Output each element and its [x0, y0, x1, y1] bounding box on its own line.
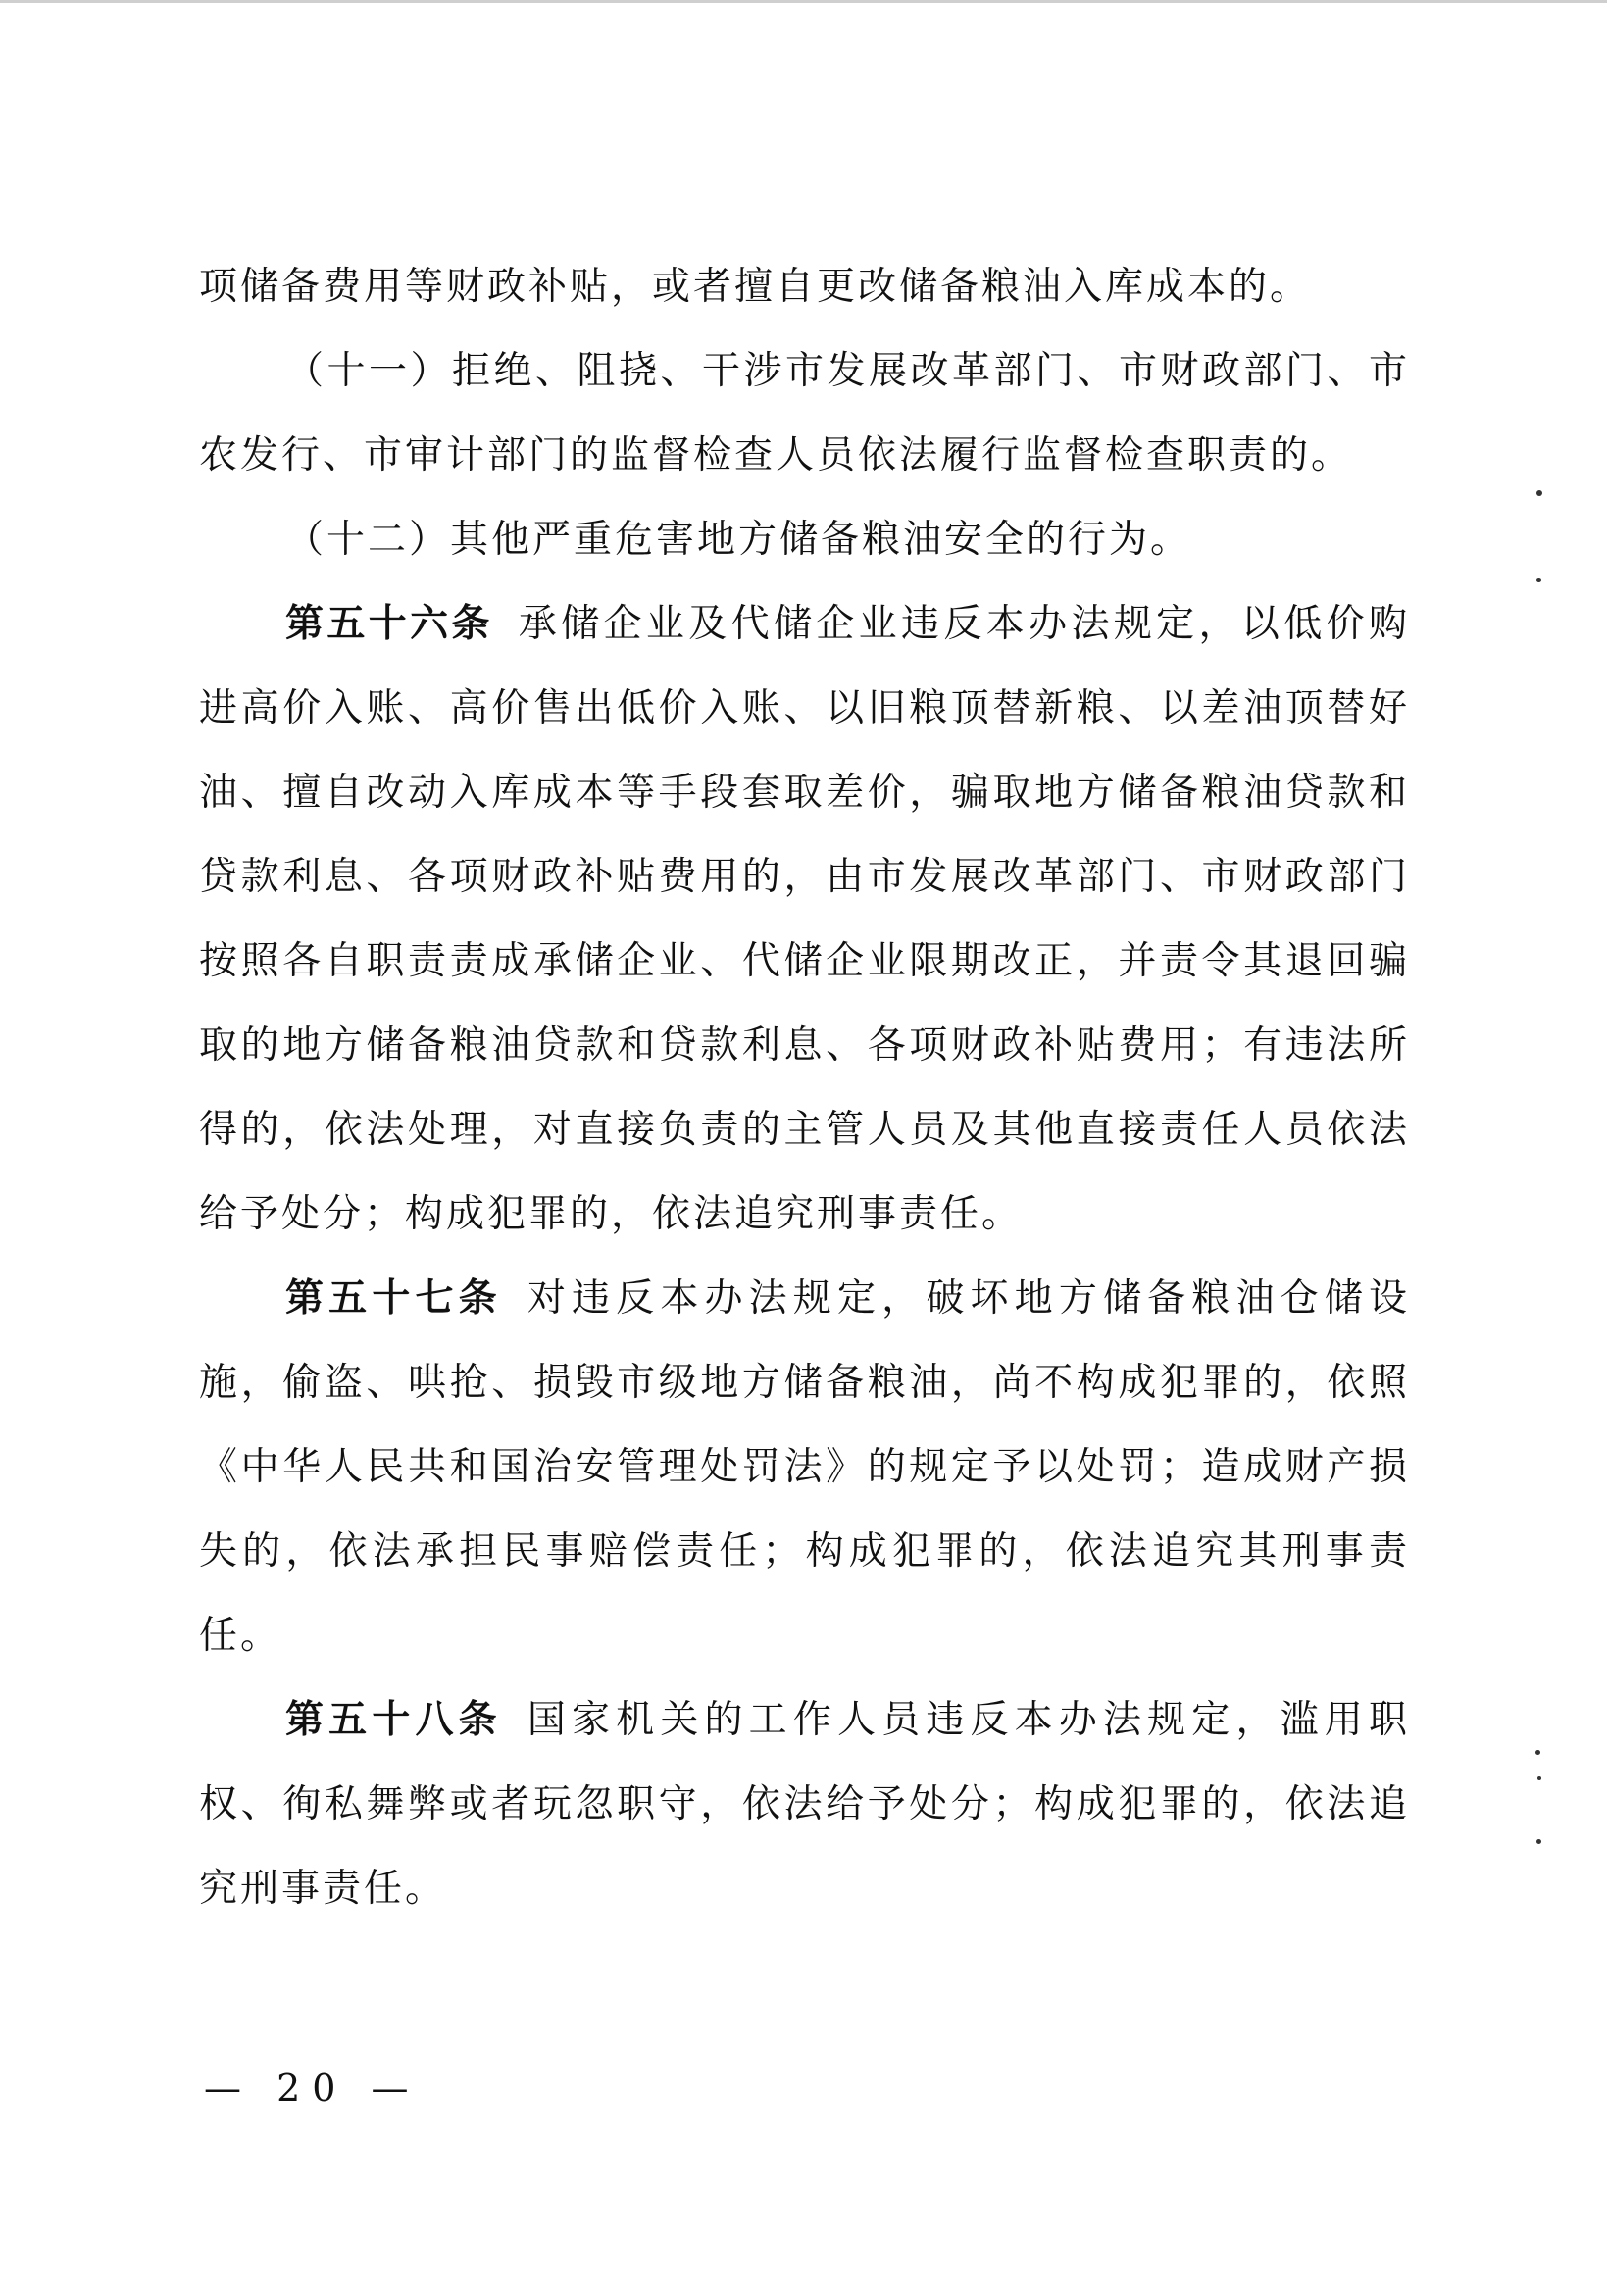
article-heading: 第五十八条	[285, 1698, 502, 1742]
paragraph-continuation	[199, 245, 1410, 329]
scan-speck	[1536, 578, 1541, 582]
scan-speck	[1537, 1776, 1541, 1780]
document-body	[199, 245, 1410, 1931]
paragraph-text: 项储备费用等财政补贴，或者擅自更改储备粮油入库成本的。	[199, 265, 1312, 309]
paragraph-item-twelve	[199, 498, 1410, 582]
article-heading: 第五十七条	[285, 1276, 502, 1321]
article-text: 国家机关的工作人员违反本办法规定，滥用职权、徇私舞弊或者玩忽职守，依法给予处分；构成犯罪的，依法追究刑事责任。	[199, 1698, 1410, 1911]
article-text: 承储企业及代储企业违反本办法规定，以低价购进高价入账、高价售出低价入账、以旧粮顶替新粮、以差油顶替好油、擅自改动入库成本等手段套取差价，骗取地方储备粮油贷款和贷款利息、各项财政补贴费用的，由市发展改革部门、市财政部门按照各自职责责成承储企业、代储企业限期改正，并责令其退回骗取的地方储备粮油贷款和贷款利息、各项财政补贴费用；有违法所得的，依法处理，对直接负责的主管人员及其他直接责任人员依法给予处分；构成犯罪的，依法追究刑事责任。	[199, 602, 1410, 1236]
scan-speck	[1536, 1839, 1541, 1844]
article-58	[199, 1678, 1410, 1931]
paragraph-item-eleven	[199, 329, 1410, 498]
scan-speck	[1536, 490, 1542, 496]
top-scan-edge	[0, 0, 1607, 3]
article-57	[199, 1257, 1410, 1678]
page-number: — 20 —	[204, 2067, 421, 2110]
paragraph-text: （十一）拒绝、阻挠、干涉市发展改革部门、市财政部门、市农发行、市审计部门的监督检查人员依法履行监督检查职责的。	[199, 349, 1410, 477]
article-text: 对违反本办法规定，破坏地方储备粮油仓储设施，偷盗、哄抢、损毁市级地方储备粮油，尚不构成犯罪的，依照《中华人民共和国治安管理处罚法》的规定予以处罚；造成财产损失的，依法承担民事赔偿责任；构成犯罪的，依法追究其刑事责任。	[199, 1276, 1410, 1658]
article-56	[199, 582, 1410, 1257]
scan-speck	[1535, 1750, 1540, 1755]
article-heading: 第五十六条	[285, 602, 493, 646]
paragraph-text: （十二）其他严重危害地方储备粮油安全的行为。	[285, 518, 1192, 562]
